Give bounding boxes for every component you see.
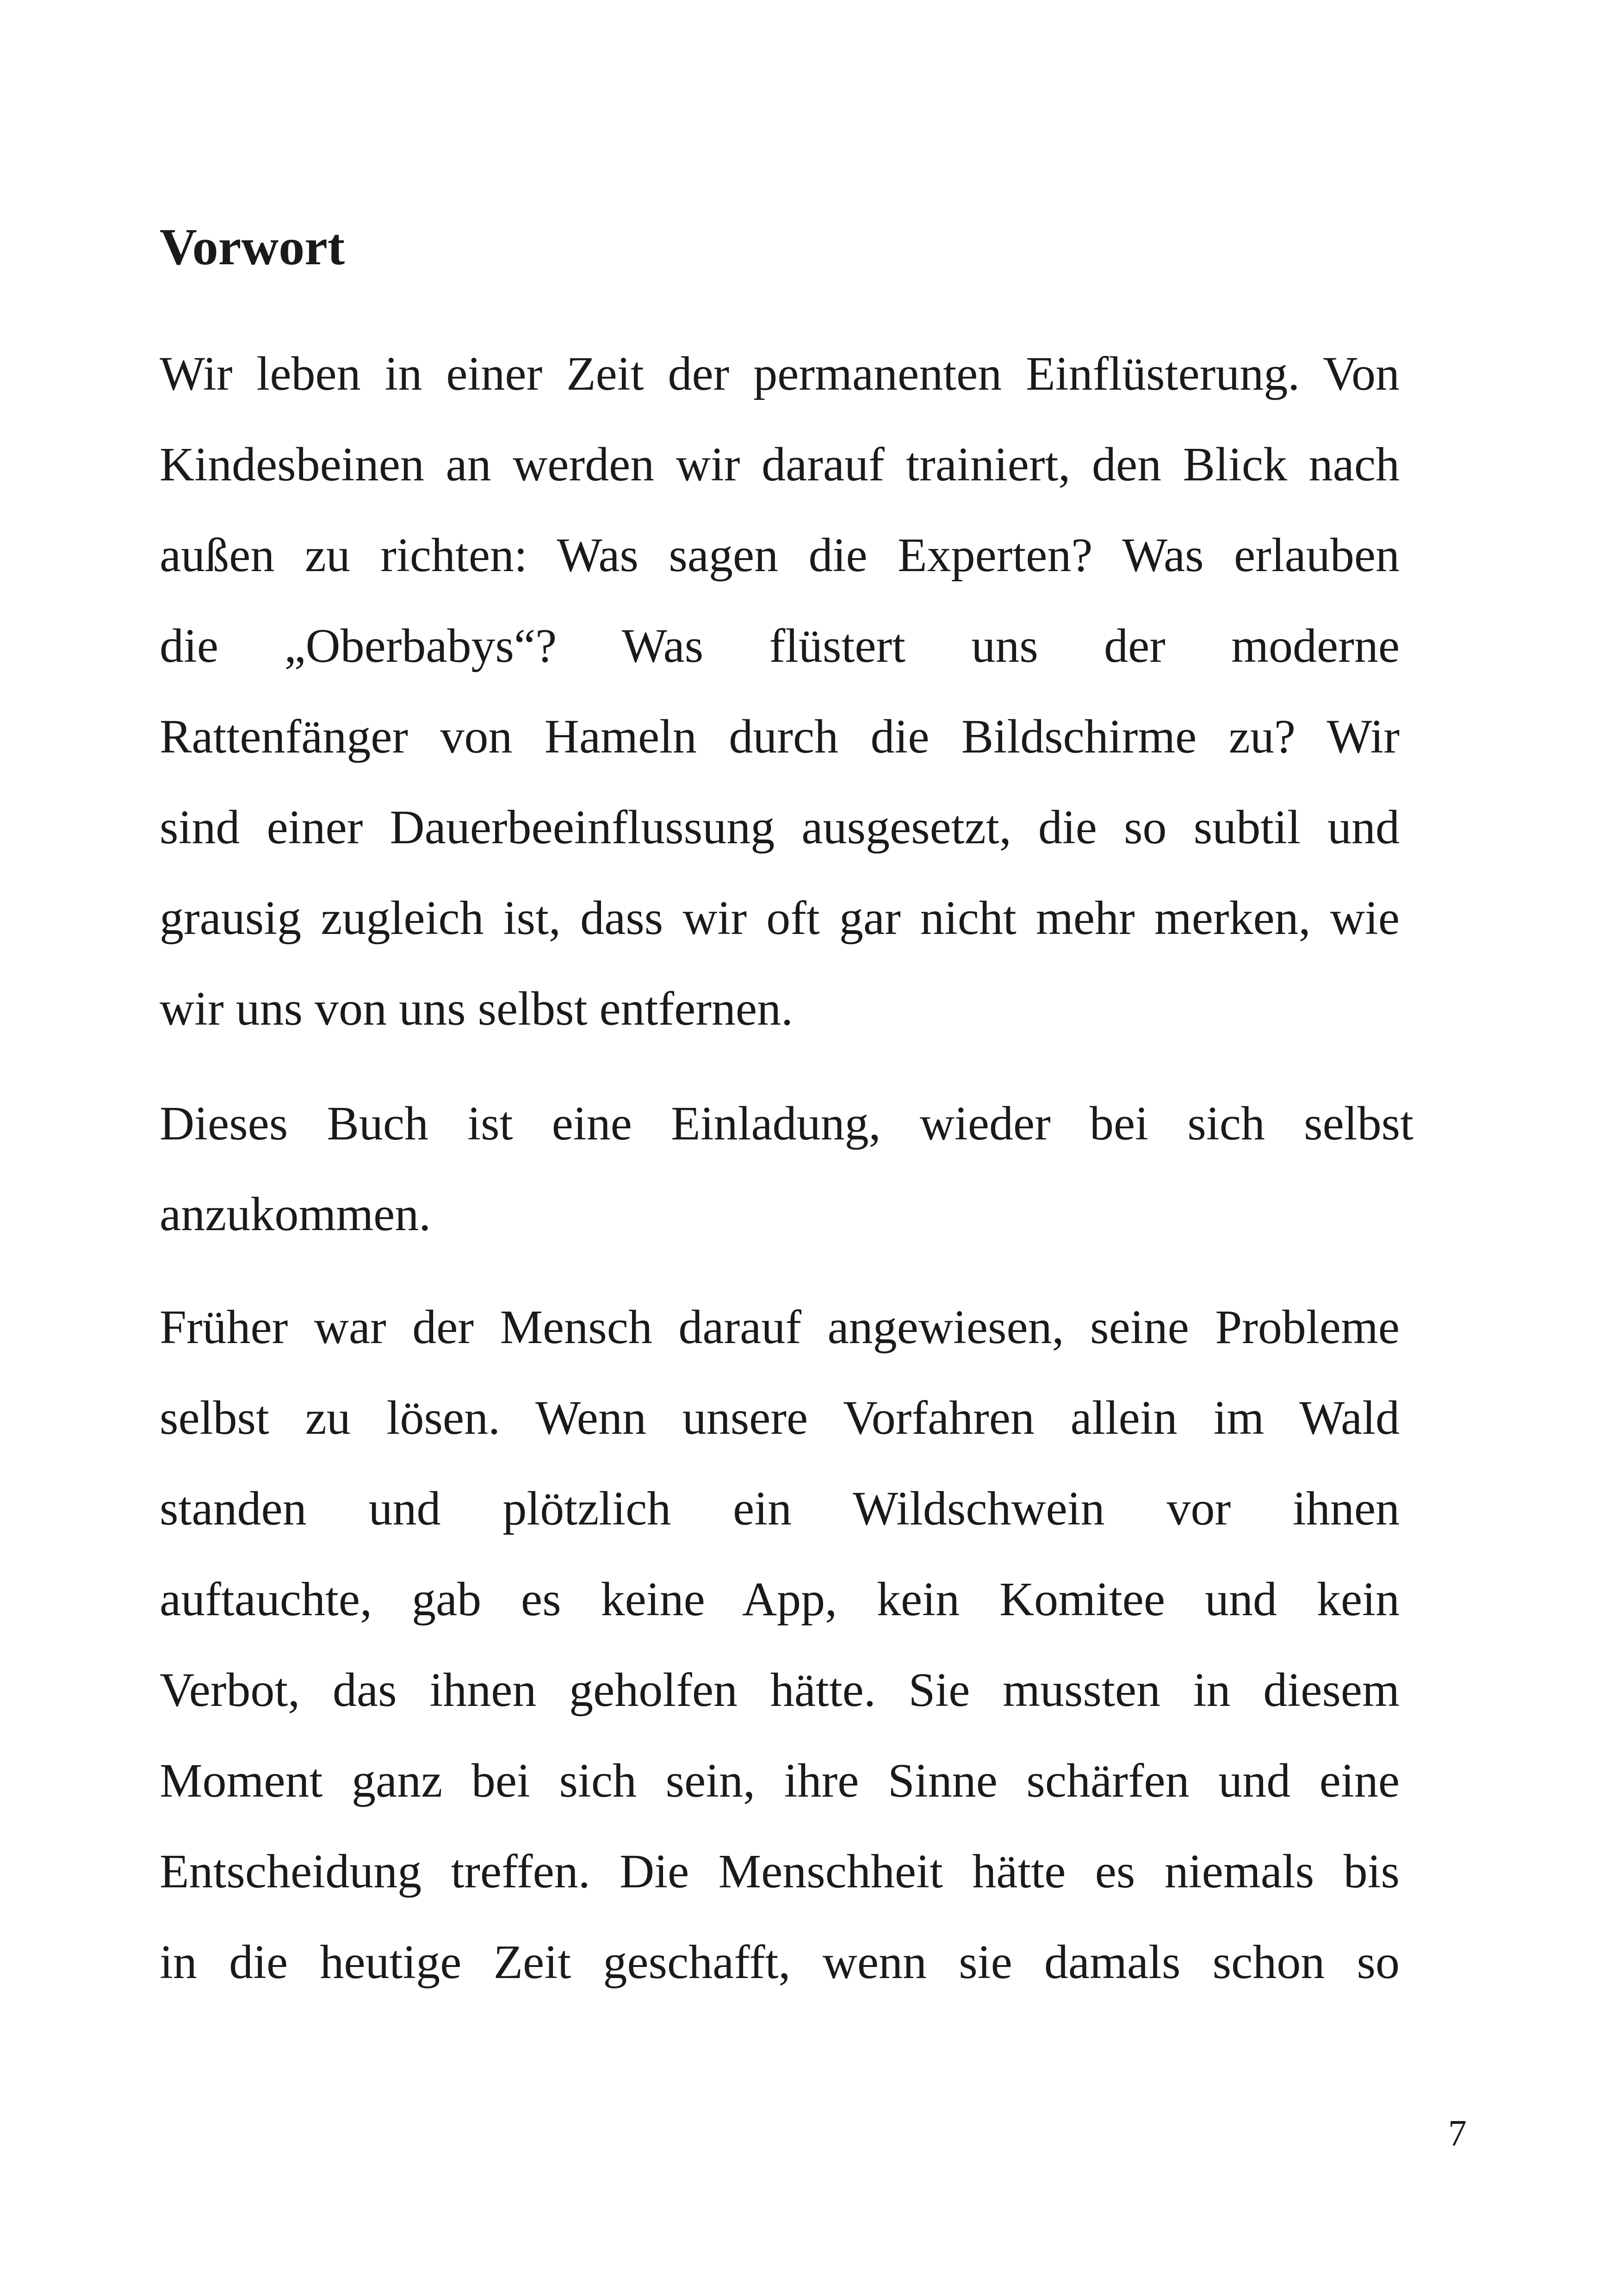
paragraph-1 [160,329,1400,1054]
text-line: Früher war der Mensch darauf angewiesen, seine Probleme [160,1300,1400,1354]
text-line: sind einer Dauerbeeinflussung ausgesetzt, die so subtil und [160,801,1400,854]
text-line: außen zu richten: Was sagen die Experten? Was erlauben [160,529,1400,582]
text-line: die „Oberbabys“? Was flüstert uns der moderne [160,619,1400,672]
text-line: auftauchte, gab es keine App, kein Komitee und kein [160,1573,1400,1626]
text-line: Kindesbeinen an werden wir darauf trainiert, den Blick nach [160,438,1400,491]
text-line: Wir leben in einer Zeit der permanenten Einflüsterung. Von [160,347,1400,400]
paragraph-3 [160,1282,1400,2008]
text-line: standen und plötzlich ein Wildschwein vor ihnen [160,1482,1400,1535]
page-number: 7 [1448,2113,1467,2154]
text-line: anzukommen. [160,1188,431,1241]
text-line: Entscheidung treffen. Die Menschheit hätte es niemals bis [160,1845,1400,1898]
chapter-heading: Vorwort [160,218,345,276]
text-line: Moment ganz bei sich sein, ihre Sinne schärfen und eine [160,1754,1400,1807]
text-line: Verbot, das ihnen geholfen hätte. Sie mussten in diesem [160,1663,1400,1717]
text-line: in die heutige Zeit geschafft, wenn sie damals schon so [160,1935,1400,1989]
text-line: Rattenfänger von Hameln durch die Bildschirme zu? Wir [160,710,1400,763]
text-line: grausig zugleich ist, dass wir oft gar nicht mehr merken, wie [160,891,1400,945]
text-line: wir uns von uns selbst entfernen. [160,982,794,1035]
text-line: Dieses Buch ist eine Einladung, wieder bei sich selbst [160,1097,1413,1150]
paragraph-2 [160,1078,1413,1260]
text-line: selbst zu lösen. Wenn unsere Vorfahren allein im Wald [160,1391,1400,1444]
